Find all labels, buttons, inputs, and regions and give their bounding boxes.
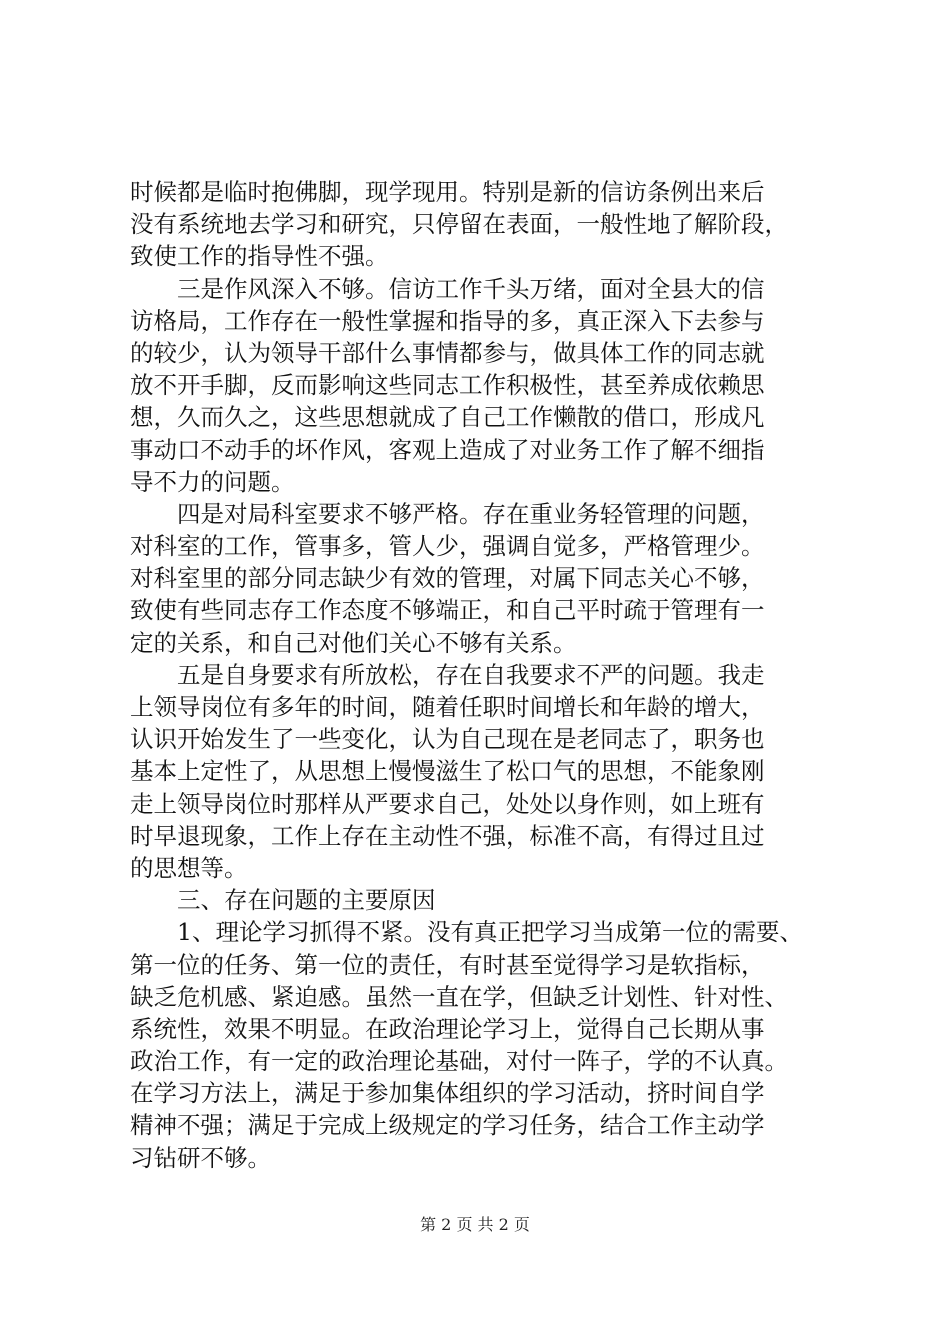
- text-line: 基本上定性了，从思想上慢慢滋生了松口气的思想，不能象刚: [130, 757, 765, 786]
- text-line: 的较少，认为领导干部什么事情都参与，做具体工作的同志就: [130, 338, 765, 367]
- text-line: 没有系统地去学习和研究，只停留在表面，一般性地了解阶段，: [130, 210, 788, 239]
- text-line: 导不力的问题。: [130, 467, 295, 496]
- text-line: 致使有些同志存工作态度不够端正，和自己平时疏于管理有一: [130, 596, 765, 625]
- text-line: 时早退现象，工作上存在主动性不强，标准不高，有得过且过: [130, 821, 765, 850]
- text-line: 访格局，工作存在一般性掌握和指导的多，真正深入下去参与: [130, 306, 765, 335]
- text-line: 致使工作的指导性不强。: [130, 242, 389, 271]
- text-line: 的思想等。: [130, 853, 248, 882]
- section-heading: 三、存在问题的主要原因: [177, 886, 436, 915]
- text-line: 第一位的任务、第一位的责任，有时甚至觉得学习是软指标，: [130, 950, 765, 979]
- page-footer: 第 2 页 共 2 页: [420, 1215, 530, 1234]
- text-line: 政治工作，有一定的政治理论基础，对付一阵子，学的不认真。: [130, 1047, 788, 1076]
- text-line: 定的关系，和自己对他们关心不够有关系。: [130, 628, 577, 657]
- text-line: 系统性，效果不明显。在政治理论学习上，觉得自己长期从事: [130, 1014, 765, 1043]
- text-line: 认识开始发生了一些变化，认为自己现在是老同志了，职务也: [130, 725, 765, 754]
- text-line: 习钻研不够。: [130, 1143, 271, 1172]
- text-line: 走上领导岗位时那样从严要求自己，处处以身作则，如上班有: [130, 789, 765, 818]
- paragraph-start-line: 四是对局科室要求不够严格。存在重业务轻管理的问题，: [177, 499, 765, 528]
- body-text: [130, 176, 850, 1174]
- text-line: 精神不强；满足于完成上级规定的学习任务，结合工作主动学: [130, 1111, 765, 1140]
- paragraph-start-line: 五是自身要求有所放松，存在自我要求不严的问题。我走: [177, 660, 765, 689]
- text-line: 缺乏危机感、紧迫感。虽然一直在学，但缺乏计划性、针对性、: [130, 982, 788, 1011]
- paragraph-start-line: 三是作风深入不够。信访工作千头万绪，面对全县大的信: [177, 274, 765, 303]
- text-line: 在学习方法上，满足于参加集体组织的学习活动，挤时间自学: [130, 1079, 765, 1108]
- text-line: 事动口不动手的坏作风，客观上造成了对业务工作了解不细指: [130, 435, 765, 464]
- text-line: 对科室里的部分同志缺少有效的管理，对属下同志关心不够，: [130, 564, 765, 593]
- text-line: 上领导岗位有多年的时间，随着任职时间增长和年龄的增大，: [130, 693, 765, 721]
- text-line: 对科室的工作，管事多，管人少，强调自觉多，严格管理少。: [130, 532, 765, 561]
- text-line: 放不开手脚，反而影响这些同志工作积极性，甚至养成依赖思: [130, 371, 765, 400]
- text-line: 时候都是临时抱佛脚，现学现用。特别是新的信访条例出来后: [130, 178, 765, 206]
- paragraph-start-line: 1、理论学习抓得不紧。没有真正把学习当成第一位的需要、: [177, 918, 803, 947]
- text-line: 想，久而久之，这些思想就成了自己工作懒散的借口，形成凡: [130, 403, 765, 432]
